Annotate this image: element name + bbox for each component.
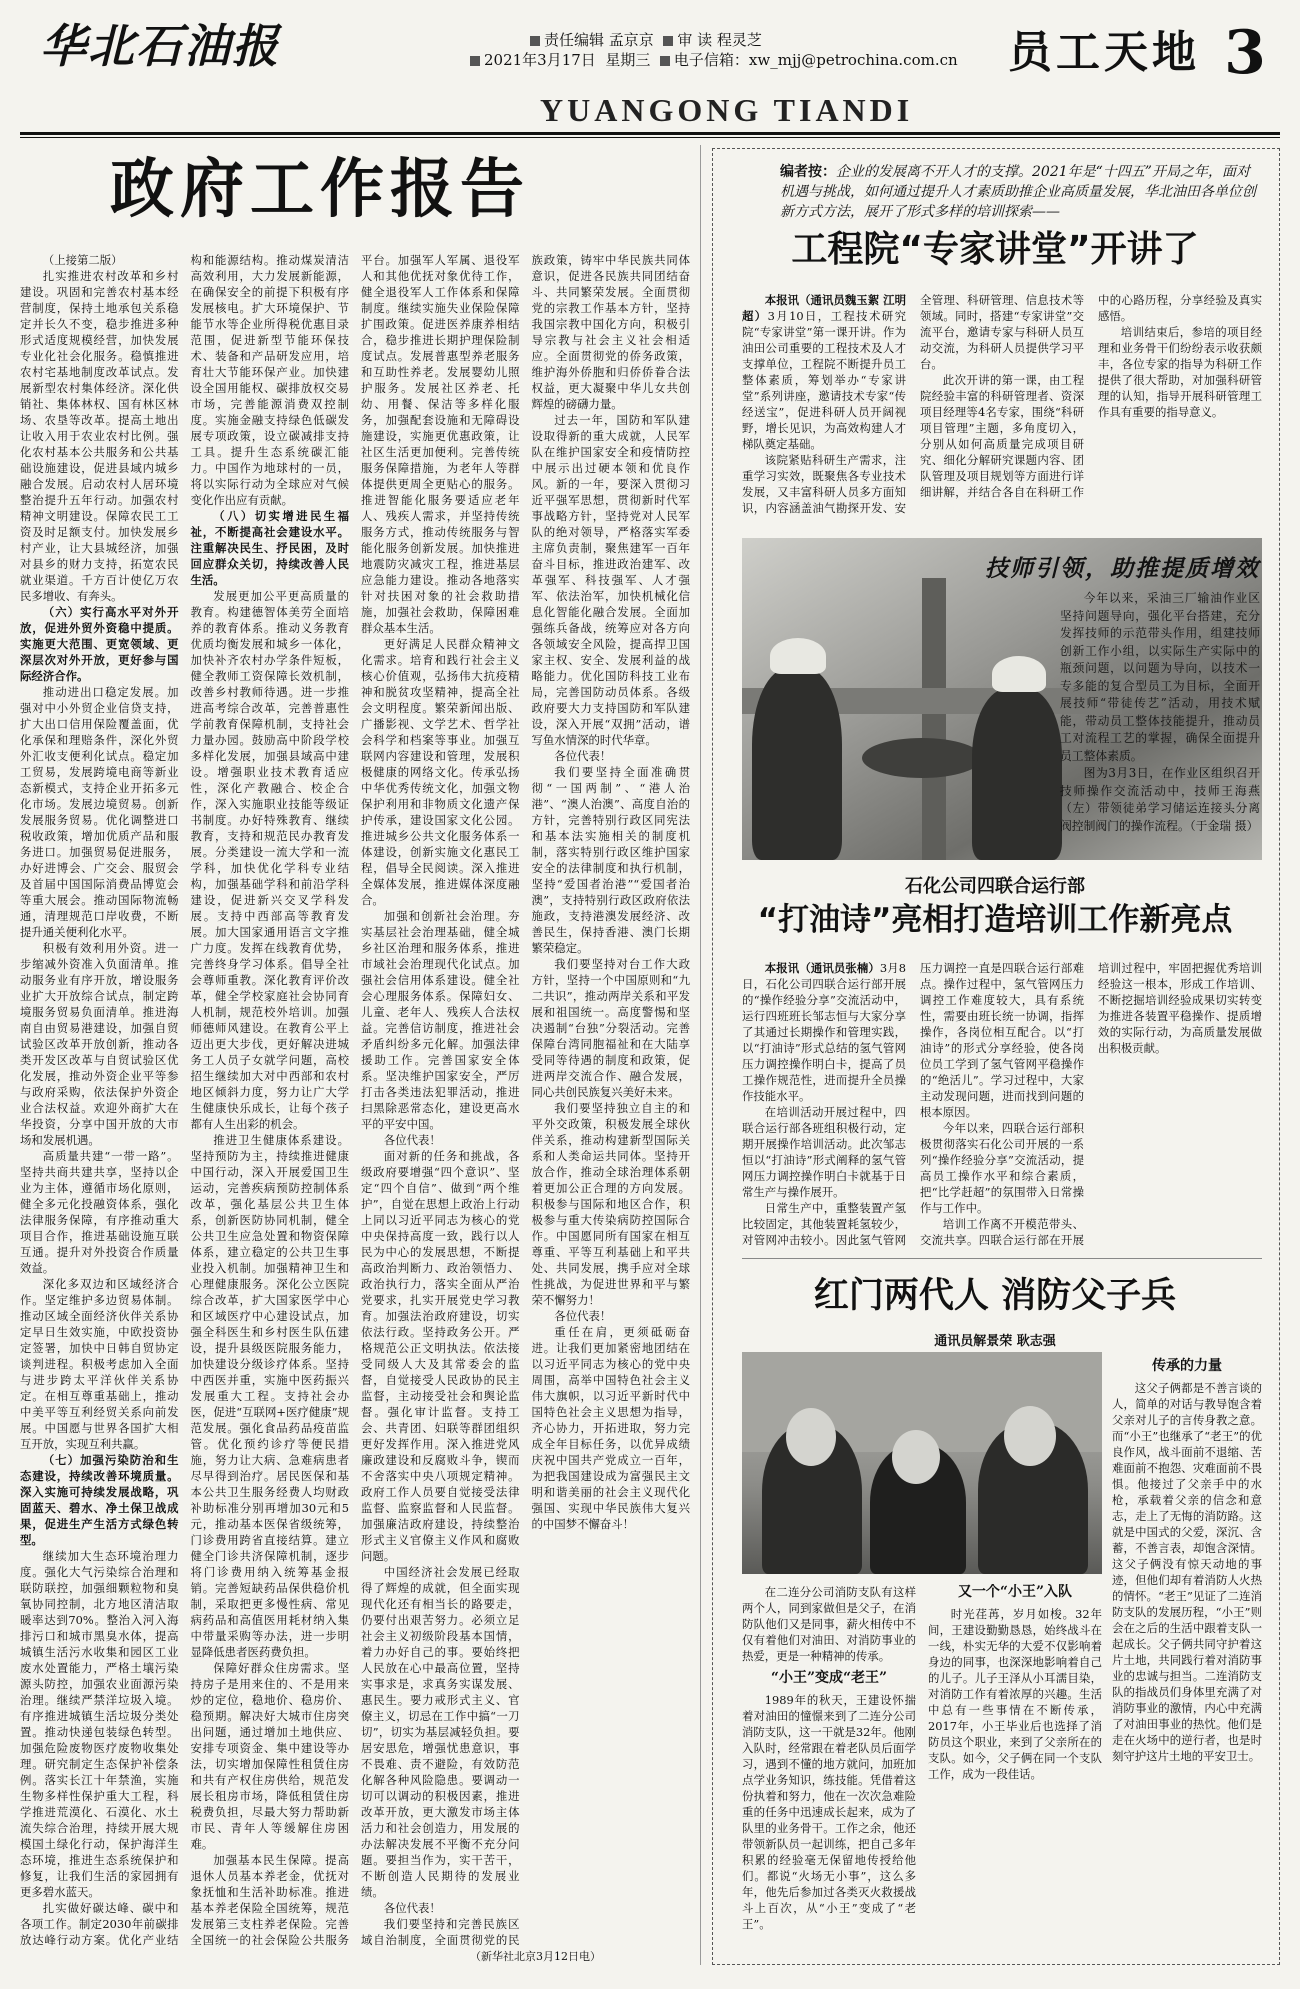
face-shape [1004, 1406, 1056, 1466]
valve-shape [862, 738, 982, 778]
gov-report-paragraph: （六）实行高水平对外开放，促进外贸外资稳中提质。实施更大范围、更宽领域、更深层次对外开放，更好参与国际经济合作。 [20, 605, 179, 683]
story3-paragraph: 在二连分公司消防支队有这样两个人，同到家做但是父子，在消防队他们又是同事，薪火相传中不仅有着他们对油田、对消防事业的热爱，更是一种精神的传承。 [742, 1585, 916, 1663]
gov-report-paragraph: 扎实做好碳达峰、碳中和各项工作。制定2030年前碳排放达峰行动方案。优化产业结构和能源结构。推动煤炭清洁高效利用，大力发展新能源，在确保安全的前提下积极有序发展核电。扩大环境保护、节能节水等企业所得税优惠目录范围，促进新型节能环保技术、装备和产品研发应用，培育壮大节能环保产业。加快建设全国用能权、碳排放权交易市场，完善能源消费双控制度。实施金融支持绿色低碳发展专项政策，设立碳减排支持工具。提升生态系统碳汇能力。中国作为地球村的一员，将以实际行动为全球应对气候变化作出应有贡献。 [20, 253, 349, 1947]
masthead-rule-thin [20, 137, 1280, 138]
gov-report-paragraph: 发展更加公平更高质量的教育。构建德智体美劳全面培养的教育体系。推动义务教育优质均衡发展和城乡一体化，加快补齐农村办学条件短板，健全教师工资保障长效机制，改善乡村教师待遇。进一步推进高考综合改革，完善普惠性学前教育保障机制，支持社会力量办园。鼓励高中阶段学校多样化发展，加强县域高中建设。增强职业技术教育适应性，深化产教融合、校企合作，深入实施职业技能等级证书制度。办好特殊教育、继续教育，支持和规范民办教育发展。分类建设一流大学和一流学科，加快优化学科专业结构，加强基础学科和前沿学科建设，促进新兴交叉学科发展。支持中西部高等教育发展。加大国家通用语言文字推广力度。发挥在线教育优势，完善终身学习体系。倡导全社会尊师重教。深化教育评价改革，健全学校家庭社会协同育人机制，规范校外培训。加强师德师风建设。在教育公平上迈出更大步伐，更好解决进城务工人员子女就学问题，高校招生继续加大对中西部和农村地区倾斜力度，努力让广大学生健康快乐成长，让每个孩子都有人生出彩的机会。 [190, 589, 349, 1131]
story2-paragraph: 日常生产中，重整装置产氢比较固定，其他装置耗氢较少，对管网冲击较小。因此氢气管网压力调控一直是四联合运行部难点。操作过程中，氢气管网压力调控工作难度较大，具有系统性，需要由班长统一协调，指挥操作，各岗位相互配合。以“打油诗”的形式分享经验，使各岗位员工学到了氢气管网平稳操作的“绝活儿”。学习过程中，大家主动发现问题，进而找到问题的根本原因。 [742, 961, 1084, 1247]
gov-report-paragraph: 各位代表！ [554, 749, 612, 763]
gov-report-paragraph: 各位代表！ [383, 1901, 441, 1915]
story3-paragraph: 这父子俩都是不善言谈的人，简单的对话与教导饱含着父亲对儿子的言传身教之意。而“小王”也继承了“老王”的优良作风，战斗面前不退缩、苦难面前不抱怨、灾难面前不畏惧。他接过了父亲手中的水枪，承载着父亲的信念和意志，走上了无悔的消防路。这就是中国式的父爱，深沉、含蓄，不善言表，却饱含深情。这父子俩没有惊天动地的事迹，但他们却有着消防人火热的情怀。“老王”见证了二连消防支队的发展历程，“小王”则会在之后的生活中跟着支队一起成长。父子俩共同守护着这片土地，共同践行着对消防事业的忠诚与担当。二连消防支队的指战员们身体里充满了对消防事业的激情，内心中充满了对油田事业的热忱。他们是走在火场中的逆行者，也是时刻守护这片土地的平安卫士。 [1112, 1381, 1262, 1763]
square-bullet-icon [663, 36, 673, 46]
story3-subheading: “小王”变成“老王” [770, 1670, 888, 1686]
editor-note [780, 162, 1260, 222]
meta-email: 电子信箱：xw_mjj@petrochina.com.cn [673, 51, 958, 69]
meta-row-2 [470, 50, 958, 70]
story2-paragraph: 今年以来，四联合运行部积极贯彻落实石化公司开展的一系列“操作经验分享”交流活动，提高员工操作水平和综合素质，把“比学赶超”的氛围带入日常操作与工作中。 [920, 1121, 1084, 1215]
worker-figure [752, 668, 842, 860]
gov-report-paragraph: 保障好群众住房需求。坚持房子是用来住的、不是用来炒的定位，稳地价、稳房价、稳预期。解决好大城市住房突出问题，通过增加土地供应、安排专项资金、集中建设等办法，切实增加保障性租赁住房和共有产权住房供给，规范发展长租房市场，降低租赁住房税费负担，尽最大努力帮助新市民、青年人等缓解住房困难。 [190, 1661, 349, 1851]
gov-report-paragraph: 我们要坚持和完善民族区域自治制度，全面贯彻党的民族政策，铸牢中华民族共同体意识，促进各民族共同团结奋斗、共同繁荣发展。全面贯彻党的宗教工作基本方针，坚持我国宗教中国化方向，积极引导宗教与社会主义社会相适应。全面贯彻党的侨务政策，维护海外侨胞和归侨侨眷合法权益，更大凝聚中华儿女共创辉煌的磅礴力量。 [361, 253, 690, 1947]
story2-paragraph: 在培训活动开展过程中，四联合运行部各班组积极行动，定期开展操作培训活动。此次邹志恒以“打油诗”形式阐释的氢气管网压力调控操作明白卡就基于日常生产与操作展开。 [742, 1105, 906, 1199]
story3-paragraph: 时光荏苒，岁月如梭。32年间，王建设勤勤恳恳，始终战斗在一线，朴实无华的大爱不仅影响着身边的同事，也深深地影响着自己的儿子。儿子王泽从小耳濡目染，对消防工作有着浓厚的兴趣。生活中总有一些事情在不断传承，2017年，小王毕业后也选择了消防员这个职业，来到了父亲所在的支队。如今，父子俩在同一个支队工作，成为一段佳话。 [928, 1607, 1102, 1781]
story1-title: 工程院“专家讲堂”开讲了 [791, 229, 1199, 270]
gov-report-paragraph: 各位代表！ [554, 1309, 612, 1323]
story2-paragraph: 培训工作离不开模范带头、交流共享。四联合运行部在开展培训过程中，牢固把握优秀培训经验这一根本，形成工作培训、不断挖掘培训经验成果切实转变为推进各装置平稳操作、提质增效的实际行动，为高质量发展做出积极贡献。 [920, 961, 1262, 1247]
pipe-shape [922, 578, 946, 860]
story3-title: 红门两代人 消防父子兵 [813, 1276, 1177, 1316]
gov-report-paragraph: 过去一年，国防和军队建设取得新的重大成就，人民军队在维护国家安全和疫情防控中展示出过硬本领和优良作风。新的一年，要深入贯彻习近平强军思想，贯彻新时代军事战略方针，坚持党对人民军队的绝对领导，严格落实军委主席负责制，聚焦建军一百年奋斗目标，推进政治建军、改革强军、科技强军、人才强军、依法治军，加快机械化信息化智能化融合发展。全面加强练兵备战，统筹应对各方向各领域安全风险，提高捍卫国家主权、安全、发展利益的战略能力。优化国防科技工业布局，完善国防动员体系。各级政府要大力支持国防和军队建设，深入开展“双拥”活动，谱写鱼水情深的时代华章。 [531, 413, 690, 747]
meta-editor: 责任编辑 孟京京 [544, 31, 654, 49]
story-separator [742, 1258, 1262, 1259]
column-divider [700, 145, 701, 1965]
section-pinyin: YUANGONG TIANDI [540, 92, 914, 128]
worker-figure [972, 688, 1062, 860]
gov-report-paragraph: （七）加强污染防治和生态建设，持续改善环境质量。深入实施可持续发展战略，巩固蓝天、碧水、净土保卫战成果，促进生产生活方式绿色转型。 [20, 1453, 179, 1547]
story3-subheading: 传承的力量 [1152, 1358, 1222, 1374]
father-son-photo [742, 1352, 1102, 1574]
editor-note-text: 企业的发展离不开人才的支撑。2021年是“十四五”开局之年，面对机遇与挑战，如何通过提升人才素质助推企业高质量发展，华北油田各单位创新方式方法，展开了形式多样的培训探索—— [780, 164, 1256, 220]
gov-report-paragraph: （上接第二版） [42, 253, 123, 267]
story2-body [742, 960, 1262, 1252]
issue-date: 2021年3月17日 [484, 51, 596, 69]
helmet-shape [992, 656, 1046, 692]
masthead-rule [20, 132, 1280, 135]
story3-subheading: 又一个“小王”入队 [957, 1584, 1073, 1600]
story1-paragraph: 该院紧贴科研生产需求，注重学习实效，既聚焦各专业技术发展，又丰富科研人员多方面知识，内容涵盖油气勘探开发、安全管理、科研管理、信息技术等领域。同时，搭建“专家讲堂”交流平台，邀请专家与科研人员互动交流，为科研人员提供学习平台。 [742, 293, 1084, 515]
meta-reviewer: 审 读 程灵芝 [677, 31, 762, 49]
story1-lead: 本报讯（通讯员魏玉絮 江明超） [742, 293, 906, 323]
photo-caption-paragraph: 今年以来，采油三厂输油作业区坚持问题导向，强化平台搭建，充分发挥技师的示范带头作用，组建技师创新工作小组，以实际生产实际中的瓶颈问题，以问题为导向，以技术一专多能的复合型员工为目标，全面开展技师“带徒传艺”活动，用技术赋能，带动员工整体技能提升，推动员工对流程工艺的掌握，确保全面提升员工整体素质。 [1060, 591, 1260, 763]
gov-report-paragraph: 加强和创新社会治理。夯实基层社会治理基础，健全城乡社区治理和服务体系，推进市域社会治理现代化试点。加强社会信用体系建设。健全社会心理服务体系。保障妇女、儿童、老年人、残疾人合法权益。完善信访制度，推进社会矛盾纠纷多元化解。加强法律援助工作。完善国家安全体系。坚决维护国家安全，严厉打击各类违法犯罪活动，推进扫黑除恶常态化，建设更高水平的平安中国。 [361, 909, 520, 1131]
newspaper-logo: 华北石油报 [40, 19, 280, 73]
story1-paragraph-text: 3月10日，工程技术研究院“专家讲堂”第一课开讲。作为油田公司重要的工程技术及人才支撑单位，工程院不断提升员工整体素质，筹划举办“专家讲堂”系列讲座，邀请技术专家“传经送宝”，促进科研人员开阔视野，增长见识，为高效构建人才梯队奠定基础。 [742, 309, 906, 451]
gov-report-paragraph: 更好满足人民群众精神文化需求。培育和践行社会主义核心价值观，弘扬伟大抗疫精神和脱贫攻坚精神，提高全社会文明程度。繁荣新闻出版、广播影视、文学艺术、哲学社会科学和档案等事业。加强互联网内容建设和管理，发展积极健康的网络文化。传承弘扬中华优秀传统文化，加强文物保护利用和非物质文化遗产保护传承，建设国家文化公园。推进城乡公共文化服务体系一体建设，创新实施文化惠民工程，倡导全民阅读。深入推进全媒体发展，推进媒体深度融合。 [361, 637, 520, 907]
story3-paragraph: 1989年的秋天，王建设怀揣着对油田的憧憬来到了二连分公司消防支队，这一干就是32年。他刚入队时，经常跟在着老队员后面学习，遇到不懂的地方就问，加班加点学业务知识，练技能。凭借着这份执着和努力，他在一次次急难险重的任务中迅速成长起来，成为了队里的业务骨干。工作之余，他还带领新队员一起训练，把自己多年积累的经验毫无保留地传授给他们。都说“火场无小事”，这么多年，他先后参加过各类灭火救援战斗上百次，从“小王”变成了“老王”。 [742, 1693, 916, 1931]
gov-report-footer: （新华社北京3月12日电） [470, 1950, 601, 1963]
photo-caption-paragraph: 图为3月3日，在作业区组织召开技师操作交流活动中，技师王海燕（左）带领徒弟学习储运连接头分离阀控制阀门的操作流程。（于金瑞 摄） [1060, 766, 1260, 833]
square-bullet-icon [470, 56, 480, 66]
gov-report-paragraph: 高质量共建“一带一路”。坚持共商共建共享，坚持以企业为主体，遵循市场化原则，健全多元化投融资体系，强化法律服务保障，有序推动重大项目合作，推进基础设施互联互通。提升对外投资合作质量效益。 [20, 1149, 179, 1275]
story2-lead: 本报讯（通讯员张楠） [764, 961, 880, 975]
gov-report-paragraph: 我们要坚持独立自主的和平外交政策，积极发展全球伙伴关系，推动构建新型国际关系和人类命运共同体。坚持开放合作，推动全球治理体系朝着更加公正合理的方向发展。积极参与国际和地区合作，积极参与重大传染病防控国际合作。中国愿同所有国家在相互尊重、平等互利基础上和平共处、共同发展，携手应对全球性挑战，为促进世界和平与繁荣不懈努力！ [531, 1101, 690, 1307]
gov-report-paragraph: 继续加大生态环境治理力度。强化大气污染综合治理和联防联控，加强细颗粒物和臭氧协同控制，北方地区清洁取暖率达到70%。整治入河入海排污口和城市黑臭水体，提高城镇生活污水收集和园区工业废水处置能力，严格土壤污染源头防控，加强农业面源污染治理。继续严禁洋垃圾入境。有序推进城镇生活垃圾分类处置。推动快递包装绿色转型。加强危险废物医疗废物收集处理。研究制定生态保护补偿条例。落实长江十年禁渔，实施生物多样性保护重大工程，科学推进荒漠化、石漠化、水土流失综合治理，持续开展大规模国土绿化行动，保护海洋生态环境，推进生态系统保护和修复，让我们生活的家园拥有更多碧水蓝天。 [20, 1549, 179, 1899]
gov-report-paragraph: 各位代表！ [383, 1133, 441, 1147]
story2-title: “打油诗”亮相打造培训工作新亮点 [757, 902, 1233, 938]
story2-paragraph-text: 3月8日，石化公司四联合运行部开展的“操作经验分享”交流活动中，运行四班班长邹志恒与大家分享了其通过长期操作和管理实践，以“打油诗”形式总结的氢气管网压力调控操作明白卡，提高了员工操作规范性，进而提升全员操作技能水平。 [742, 961, 906, 1103]
meta-right-row-1 [530, 30, 958, 50]
story2-kicker: 石化公司四联合运行部 [905, 876, 1085, 897]
issue-weekday: 星期三 [605, 51, 651, 69]
photo-caption [1060, 590, 1260, 852]
square-bullet-icon [660, 56, 670, 66]
gov-report-paragraph: 深化多双边和区域经济合作。坚定维护多边贸易体制。推动区域全面经济伙伴关系协定早日生效实施，中欧投资协定签署，加快中日韩自贸协定谈判进程。积极考虑加入全面与进步跨太平洋伙伴关系协定。在相互尊重基础上，推动中美平等互利经贸关系向前发展。中国愿与世界各国扩大相互开放，实现互利共赢。 [20, 1277, 179, 1451]
gov-report-paragraph: 面对新的任务和挑战，各级政府要增强“四个意识”、坚定“四个自信”、做到“两个维护”，自觉在思想上政治上行动上同以习近平同志为核心的党中央保持高度一致，践行以人民为中心的发展思想，不断提高政治判断力、政治领悟力、政治执行力，落实全面从严治党要求，扎实开展党史学习教育。加强法治政府建设，切实依法行政。坚持政务公开。严格规范公正文明执法。依法接受同级人大及其常委会的监督，自觉接受人民政协的民主监督，主动接受社会和舆论监督。强化审计监督。支持工会、共青团、妇联等群团组织更好发挥作用。深入推进党风廉政建设和反腐败斗争，锲而不舍落实中央八项规定精神。政府工作人员要自觉接受法律监督、监察监督和人民监督。加强廉洁政府建设，持续整治形式主义官僚主义作风和腐败问题。 [361, 1149, 520, 1563]
face-shape [892, 1430, 940, 1484]
story1-paragraph: 此次开讲的第一课，由工程院经验丰富的科研管理者、资深项目经理等4名专家，围绕“科研项目管理”主题，多角度切入，分别从如何高质量完成项目研究、细化分解研究课题内容、团队管理及项目规划等方面进行详细讲解，并结合各自在科研工作中的心路历程，分享经验及真实感悟。 [920, 293, 1262, 499]
gov-report-title: 政府工作报告 [110, 153, 530, 227]
story1-paragraph [742, 292, 906, 452]
editor-note-label: 编者按： [780, 164, 836, 180]
story1-body [742, 292, 1262, 528]
section-title: 员工天地 [1008, 27, 1200, 78]
story3-body-right [1112, 1352, 1262, 1952]
gov-report-body [20, 252, 690, 1952]
face-shape [786, 1408, 836, 1466]
square-bullet-icon [530, 36, 540, 46]
photo-headline: 技师引领，助推提质增效 [985, 555, 1260, 582]
gov-report-paragraph: 积极有效利用外资。进一步缩减外资准入负面清单。推动服务业有序开放，增设服务业扩大开放综合试点，制定跨境服务贸易负面清单。推进海南自由贸易港建设，加强自贸试验区改革开放创新，推动各类开发区改革与自贸试验区优化发展，推动外资企业平等参与政府采购，依法保护外资企业合法权益。欢迎外商扩大在华投资，分享中国开放的大市场和发展机遇。 [20, 941, 179, 1147]
gov-report-paragraph: 加强基本民生保障。提高退休人员基本养老金，优抚对象抚恤和生活补助标准。推进基本养老保险全国统筹，规范发展第三支柱养老保险。完善全国统一的社会保险公共服务平台。加强军人军属、退役军人和其他优抚对象优待工作，健全退役军人工作体系和保障制度。继续实施失业保险保障扩围政策。促进医养康养相结合，稳步推进长期护理保险制度试点。发展普惠型养老服务和互助性养老。发展婴幼儿照护服务。发展社区养老、托幼、用餐、保洁等多样化服务，加强配套设施和无障碍设施建设，实施更优惠政策，让社区生活更加便利。完善传统服务保障措施，为老年人等群体提供更周全更贴心的服务。推进智能化服务要适应老年人、残疾人需求，并坚持传统服务方式，推动传统服务与智能化服务创新发展。加快推进地震防灾减灾工程，推进基层应急能力建设。推动各地落实针对扶困对象的社会救助措施，加强社会救助，保障困难群众基本生活。 [190, 253, 520, 1947]
page-number: 3 [1224, 18, 1266, 88]
story3-byline: 通讯员解景荣 耿志强 [934, 1334, 1056, 1349]
gov-report-paragraph: 推动进出口稳定发展。加强对中小外贸企业信贷支持，扩大出口信用保险覆盖面，优化承保和理赔条件，深化外贸外汇收支便利化试点。稳定加工贸易，发展跨境电商等新业态新模式，支持企业开拓多元化市场。发展边境贸易。创新发展服务贸易。优化调整进口税收政策，增加优质产品和服务进口。加强贸易促进服务，办好进博会、广交会、服贸会及首届中国国际消费品博览会等重大展会。推动国际物流畅通，清理规范口岸收费，不断提升通关便利化水平。 [20, 685, 179, 939]
gov-report-paragraph: 中国经济社会发展已经取得了辉煌的成就，但全面实现现代化还有相当长的路要走，仍要付出艰苦努力。必须立足社会主义初级阶段基本国情，着力办好自己的事。要始终把人民放在心中最高位置，坚持实事求是，求真务实谋发展、惠民生。要力戒形式主义、官僚主义，切忌在工作中搞“一刀切”，切实为基层减轻负担。要居安思危，增强忧患意识，事不畏难、责不避险，有效防范化解各种风险隐患。要调动一切可以调动的积极因素，推进改革开放，更大激发市场主体活力和社会创造力，用发展的办法解决发展不平衡不充分问题。要担当作为，实干苦干，不断创造人民期待的发展业绩。 [361, 1565, 520, 1899]
gov-report-paragraph: 推进卫生健康体系建设。坚持预防为主，持续推进健康中国行动，深入开展爱国卫生运动，完善疾病预防控制体系改革，强化基层公共卫生体系，创新医防协同机制，健全公共卫生应急处置和物资保障体系，建立稳定的公共卫生事业投入机制。加强精神卫生和心理健康服务。深化公立医院综合改革，扩大国家医学中心和区域医疗中心建设试点，加强全科医生和乡村医生队伍建设，提升县级医院服务能力，加快建设分级诊疗体系。坚持中西医并重，实施中医药振兴发展重大工程。支持社会办医，促进“互联网+医疗健康”规范发展。强化食品药品疫苗监管。优化预约诊疗等便民措施，努力让大病、急难病患者尽早得到治疗。居民医保和基本公共卫生服务经费人均财政补助标准分别再增加30元和5元，推动基本医保省级统筹，门诊费用跨省直接结算。建立健全门诊共济保障机制，逐步将门诊费用纳入统筹基金报销。完善短缺药品保供稳价机制，采取把更多慢性病、常见病药品和高值医用耗材纳入集中带量采购等办法，进一步明显降低患者医药费负担。 [190, 1133, 349, 1659]
story1-paragraph: 培训结束后，参培的项目经理和业务骨干们纷纷表示收获颇丰，各位专家的指导为科研工作提供了很大帮助，对加强科研管理的认知，指导开展科研管理工作具有重要的指导意义。 [1098, 325, 1262, 419]
helmet-shape [770, 638, 826, 674]
issue-meta [470, 30, 958, 70]
gov-report-paragraph: 我们要坚持对台工作大政方针，坚持一个中国原则和“九二共识”，推动两岸关系和平发展和祖国统一。高度警惕和坚决遏制“台独”分裂活动。完善保障台湾同胞福祉和在大陆享受同等待遇的制度和政策，促进两岸交流合作、融合发展，同心共创民族复兴美好未来。 [531, 957, 690, 1099]
story3-body [742, 1584, 1102, 1952]
gov-report-paragraph: 我们要坚持全面准确贯彻“一国两制”、“港人治港”、“澳人治澳”、高度自治的方针，完善特别行政区同宪法和基本法实施相关的制度机制，落实特别行政区维护国家安全的法律制度和执行机制，坚持“爱国者治港”“爱国者治澳”，支持特别行政区政府依法施政，支持港澳发展经济、改善民生，保持香港、澳门长期繁荣稳定。 [531, 765, 690, 955]
gov-report-paragraph: 重任在肩，更须砥砺奋进。让我们更加紧密地团结在以习近平同志为核心的党中央周围，高举中国特色社会主义伟大旗帜，以习近平新时代中国特色社会主义思想为指导，齐心协力，开拓进取，努力完成全年目标任务，以优异成绩庆祝中国共产党成立一百年，为把我国建设成为富强民主文明和谐美丽的社会主义现代化强国、实现中华民族伟大复兴的中国梦不懈奋斗！ [531, 1325, 690, 1531]
gov-report-paragraph: （八）切实增进民生福祉，不断提高社会建设水平。注重解决民生、抒民困，及时回应群众关切，持续改善人民生活。 [190, 509, 349, 587]
gov-report-paragraph: 扎实推进农村改革和乡村建设。巩固和完善农村基本经营制度，保持土地承包关系稳定并长久不变，稳步推进多种形式适度规模经营，加快发展专业化社会化服务。稳慎推进农村宅基地制度改革试点。发展新型农村集体经济。深化供销社、集体林权、国有林区林场、农垦等改革。提高土地出让收入用于农业农村比例。强化农村基本公共服务和公共基础设施建设，促进县域内城乡融合发展。启动农村人居环境整治提升五年行动。加强农村精神文明建设。保障农民工工资及时足额支付。加快发展乡村产业，让大县城经济，加强对县乡的财力支持，拓宽农民就业渠道。千方百计使亿万农民多增收、有奔头。 [20, 269, 179, 603]
story2-paragraph [742, 960, 906, 1104]
